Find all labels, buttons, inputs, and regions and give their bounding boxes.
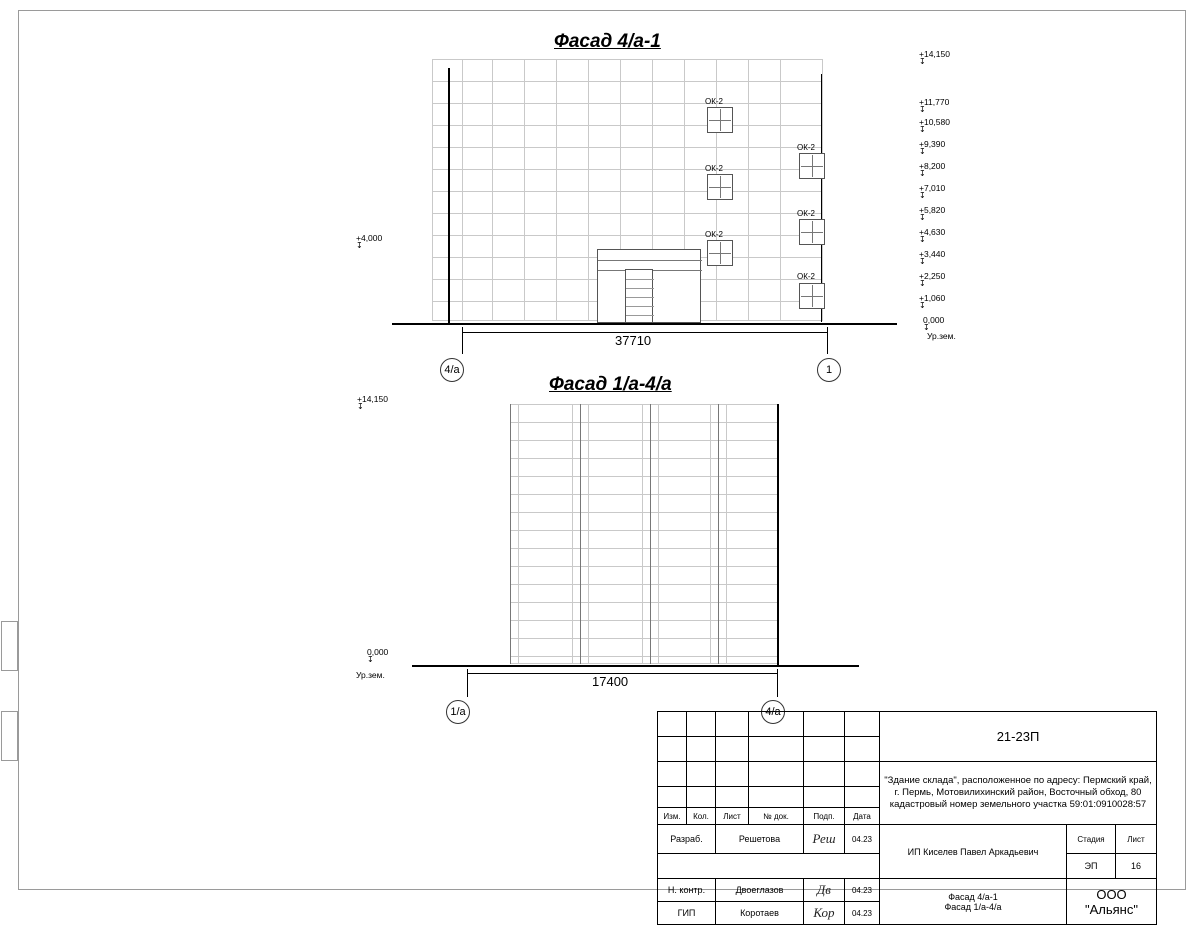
level-tick-icon: ↧ — [919, 235, 926, 244]
stamp-cell — [845, 787, 880, 808]
facade1-window — [799, 283, 825, 309]
level-value: +3,440 — [919, 249, 946, 259]
level-tick-icon: ↧ — [919, 279, 926, 288]
stamp-cell — [804, 762, 845, 787]
stamp-table — [657, 711, 1157, 925]
sheet-name-line2: Фасад 1/а-4/а — [944, 901, 1002, 912]
stamp-header-list: Лист — [716, 808, 749, 825]
level-value: +1,060 — [919, 293, 946, 303]
stamp-header-kol: Кол. — [687, 808, 716, 825]
stage-header: Стадия — [1067, 825, 1116, 854]
name-razrab: Решетова — [716, 825, 804, 854]
customer: ИП Киселев Павел Аркадьевич — [880, 825, 1067, 879]
stamp-cell — [716, 787, 749, 808]
facade1-window — [707, 174, 733, 200]
facade2-right-wall-edge-upper — [777, 404, 779, 524]
stamp-cell — [687, 762, 716, 787]
facade1-axis-right: 1 — [817, 358, 841, 382]
stamp-cell — [749, 737, 804, 762]
date-nkontr: 04.23 — [845, 879, 880, 902]
level-tick-icon: ↧ — [356, 241, 363, 250]
stamp-cell — [687, 787, 716, 808]
object-line-2: г. Пермь, Мотовилихинский район, Восточный обход, 80 — [894, 787, 1142, 798]
facade2-ground-line — [412, 665, 859, 667]
title-block — [657, 711, 1157, 925]
facade1-window-tag: ОК-2 — [797, 272, 815, 281]
level-tick-icon: ↧ — [367, 655, 374, 664]
sheet-name — [880, 879, 1067, 925]
facade2-width-dimension: 17400 — [592, 674, 629, 689]
level-value: 0,000 — [923, 315, 945, 325]
stamp-header-data: Дата — [845, 808, 880, 825]
facade2-level-zero — [367, 647, 388, 663]
stamp-spacer — [658, 854, 880, 879]
stamp-row — [658, 762, 1157, 787]
stamp-cell — [658, 762, 687, 787]
stamp-cell — [658, 712, 687, 737]
name-nkontr: Двоеглазов — [716, 879, 804, 902]
level-tick-icon: ↧ — [919, 147, 926, 156]
signature-nkontr: Дв — [804, 879, 845, 902]
facade1-window-tag: ОК-2 — [705, 230, 723, 239]
axis-leader — [462, 332, 463, 354]
level-tick-icon: ↧ — [919, 57, 926, 66]
facade1-window-tag: ОК-2 — [797, 209, 815, 218]
stamp-cell — [687, 712, 716, 737]
level-tick-icon: ↧ — [919, 191, 926, 200]
stamp-cell — [804, 737, 845, 762]
facade2-right-wall-edge-lower — [777, 524, 779, 665]
object-description — [880, 762, 1157, 825]
facade2-level-zero-value: 0,000 — [367, 647, 389, 657]
stamp-header-izm: Изм. — [658, 808, 687, 825]
level-value: +5,820 — [919, 205, 946, 215]
stamp-row-razrab — [658, 825, 1157, 854]
company-name: ООО "Альянс" — [1067, 879, 1157, 925]
level-value: +2,250 — [919, 271, 946, 281]
stamp-cell — [845, 737, 880, 762]
name-gip: Коротаев — [716, 902, 804, 925]
stamp-cell — [749, 762, 804, 787]
role-razrab: Разраб. — [658, 825, 716, 854]
facade2-level-top — [357, 394, 388, 410]
stamp-cell — [687, 737, 716, 762]
level-tick-icon: ↧ — [919, 257, 926, 266]
level-value: +10,580 — [919, 117, 950, 127]
stamp-header-doc: № док. — [749, 808, 804, 825]
level-value: +7,010 — [919, 183, 946, 193]
stamp-cell — [845, 712, 880, 737]
stamp-cell — [716, 762, 749, 787]
facade1-level-left-value: +4,000 — [356, 233, 383, 243]
role-gip: ГИП — [658, 902, 716, 925]
facade1-window — [799, 219, 825, 245]
stamp-cell — [658, 737, 687, 762]
facade1-window-tag: ОК-2 — [797, 143, 815, 152]
level-tick-icon: ↧ — [919, 169, 926, 178]
facade1-level-left — [356, 233, 382, 249]
page-edge-mark — [1, 621, 18, 671]
level-tick-icon: ↧ — [357, 402, 364, 411]
sheet-value: 16 — [1116, 854, 1157, 879]
level-tick-icon: ↧ — [919, 213, 926, 222]
stamp-cell — [845, 762, 880, 787]
sheet-name-line1: Фасад 4/а-1 — [948, 891, 998, 902]
facade2-ground-label: Ур.зем. — [356, 670, 385, 680]
level-tick-icon: ↧ — [919, 301, 926, 310]
project-code: 21-23П — [880, 712, 1157, 762]
signature-gip: Кор — [804, 902, 845, 925]
level-value: +4,630 — [919, 227, 946, 237]
facade2-level-top-value: +14,150 — [357, 394, 388, 404]
facade1-width-dimension: 37710 — [615, 333, 652, 348]
facade2-axis-left: 1/а — [446, 700, 470, 724]
date-gip: 04.23 — [845, 902, 880, 925]
stamp-cell — [716, 737, 749, 762]
axis-leader — [777, 673, 778, 697]
object-line-1: "Здание склада", расположенное по адресу: Пермский край, — [884, 775, 1152, 786]
facade2-title: Фасад 1/а-4/а — [549, 374, 672, 395]
stamp-cell — [749, 712, 804, 737]
facade1-window — [707, 107, 733, 133]
stamp-cell — [749, 787, 804, 808]
facade1-axis-left: 4/а — [440, 358, 464, 382]
ground-label: Ур.зем. — [927, 331, 956, 341]
sheet-header: Лист — [1116, 825, 1157, 854]
facade2-axis-right: 4/а — [761, 700, 785, 724]
axis-leader — [827, 332, 828, 354]
facade1-left-wall-edge — [448, 68, 450, 185]
level-tick-icon: ↧ — [923, 323, 930, 332]
level-value: +14,150 — [919, 49, 950, 59]
facade1-ground-line — [392, 323, 897, 325]
stamp-row-nkontr — [658, 879, 1157, 902]
axis-leader — [467, 673, 468, 697]
date-razrab: 04.23 — [845, 825, 880, 854]
facade1-title: Фасад 4/а-1 — [554, 31, 661, 52]
signature-razrab: Реш — [804, 825, 845, 854]
facade1-gate-leaf — [625, 269, 653, 323]
facade1-window — [799, 153, 825, 179]
stamp-row — [658, 712, 1157, 737]
level-value: +8,200 — [919, 161, 946, 171]
stamp-cell — [658, 787, 687, 808]
stage-value: ЭП — [1067, 854, 1116, 879]
level-value: +9,390 — [919, 139, 946, 149]
stamp-header-podp: Подп. — [804, 808, 845, 825]
level-value: +11,770 — [919, 97, 950, 107]
facade1-level-ladder — [919, 49, 989, 339]
facade1-left-wall-edge-lower — [448, 185, 450, 323]
level-tick-icon: ↧ — [919, 105, 926, 114]
facade1-window-tag: ОК-2 — [705, 164, 723, 173]
facade1-window-tag: ОК-2 — [705, 97, 723, 106]
stamp-cell — [804, 712, 845, 737]
facade2-wireframe — [510, 404, 778, 664]
drawing-sheet — [18, 10, 1186, 920]
stamp-cell — [716, 712, 749, 737]
level-tick-icon: ↧ — [919, 125, 926, 134]
role-nkontr: Н. контр. — [658, 879, 716, 902]
object-line-3: кадастровый номер земельного участка 59:01:0910028:57 — [889, 799, 1147, 810]
stamp-cell — [804, 787, 845, 808]
page-edge-mark — [1, 711, 18, 761]
facade1-window — [707, 240, 733, 266]
